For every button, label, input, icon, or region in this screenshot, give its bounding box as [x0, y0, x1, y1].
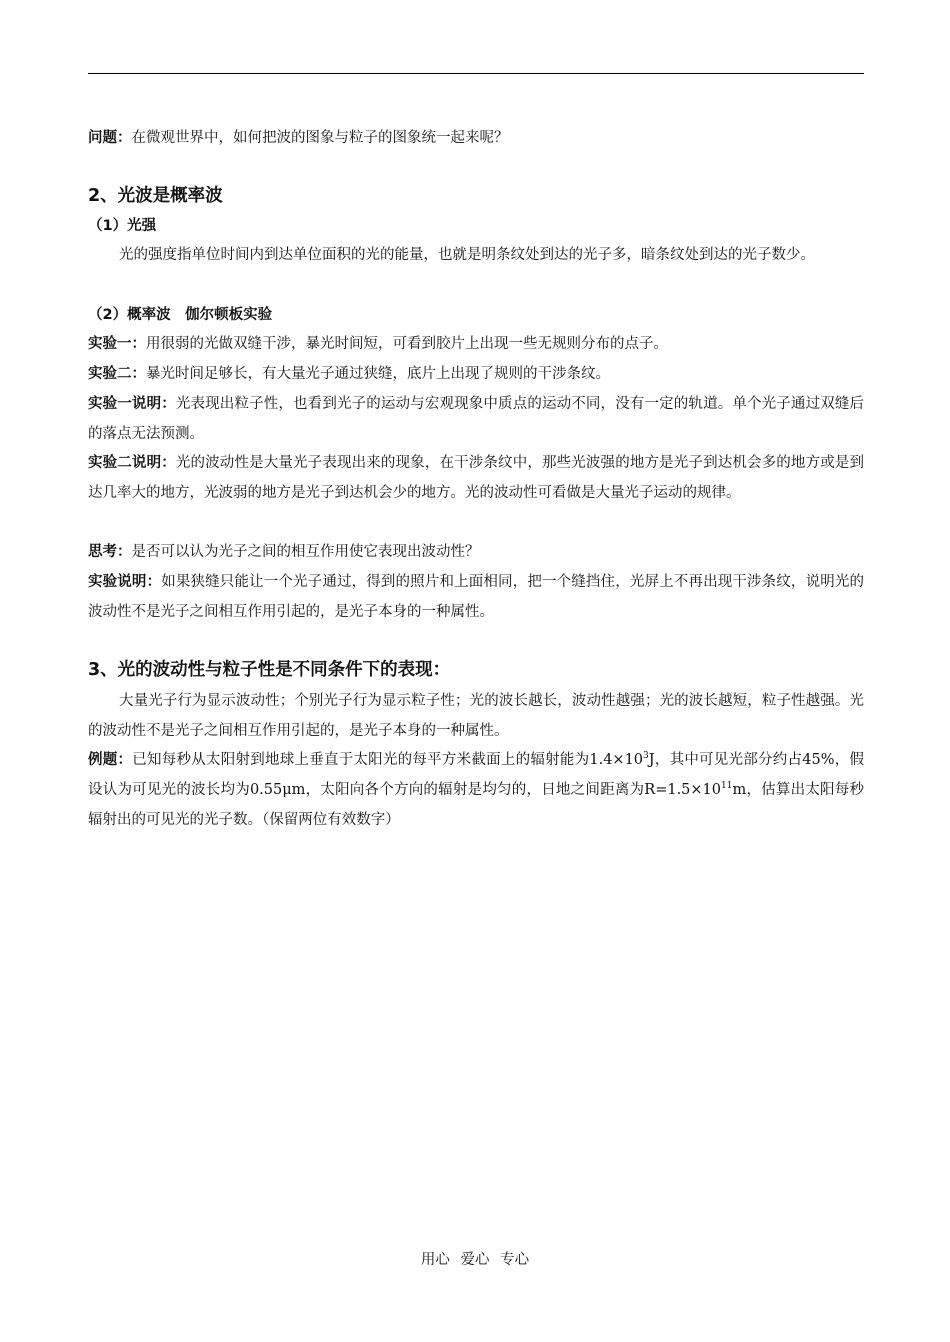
- example-text-2: J，其中可见光部分约占45%，假设认为可见光的波长均为0.55μm，太阳向各个方向的辐射是均匀的，日地之间距离为R=1.5×10: [88, 752, 864, 798]
- section2-sub2: （2）概率波 伽尔顿板实验: [88, 307, 273, 323]
- header-rule: [88, 73, 864, 74]
- example-exponent-2: 11: [721, 781, 733, 792]
- question-label: 问题：: [88, 130, 132, 146]
- section3-paragraph1: 大量光子行为显示波动性；个别光子行为显示粒子性；光的波长越长，波动性越强；光的波长越短，粒子性越强。光的波动性不是光子之间相互作用引起的，是光子本身的一种属性。: [88, 693, 864, 739]
- experiment1-text: 用很弱的光做双缝干涉，暴光时间短，可看到胶片上出现一些无规则分布的点子。: [146, 336, 668, 352]
- experiment2-text: 暴光时间足够长，有大量光子通过狭缝，底片上出现了规则的干涉条纹。: [146, 366, 610, 382]
- footer-word-1: 用心: [420, 1252, 450, 1268]
- experiment-note: [88, 567, 864, 627]
- example-exponent-1: 3: [643, 751, 649, 762]
- experiment1-label: 实验一：: [88, 336, 146, 352]
- example-block: [88, 745, 864, 835]
- question-line: [88, 128, 864, 148]
- page-footer: [0, 1248, 950, 1269]
- experiment2-note-text: 光的波动性是大量光子表现出来的现象，在干涉条纹中，那些光波强的地方是光子到达机会多的地方或是到达几率大的地方，光波弱的地方是光子到达机会少的地方。光的波动性可看做是大量光子运动的规律。: [88, 455, 865, 501]
- experiment-note-text: 如果狭缝只能让一个光子通过，得到的照片和上面相同，把一个缝挡住，光屏上不再出现干涉条纹，说明光的波动性不是光子之间相互作用引起的，是光子本身的一种属性。: [88, 574, 865, 620]
- think-label: 思考：: [88, 544, 132, 560]
- section2-sub1: （1）光强: [88, 218, 157, 234]
- example-label: 例题：: [88, 752, 133, 768]
- section2-paragraph1: 光的强度指单位时间内到达单位面积的光的能量，也就是明条纹处到达的光子多，暗条纹处到达的光子数少。: [119, 247, 815, 263]
- experiment2-note-label: 实验二说明：: [88, 455, 176, 471]
- footer-word-3: 专心: [500, 1252, 530, 1268]
- experiment2-label: 实验二：: [88, 366, 146, 382]
- experiment1-note: [88, 389, 864, 449]
- example-text-3: m，估算出太阳每秒辐射出的可见光的光子数。（保留两位有效数字）: [88, 782, 865, 828]
- experiment1-note-label: 实验一说明：: [88, 396, 176, 412]
- experiment2-note: [88, 448, 864, 508]
- think-text: 是否可以认为光子之间的相互作用使它表现出波动性？: [131, 544, 480, 560]
- section3-heading: 3、光的波动性与粒子性是不同条件下的表现：: [88, 660, 451, 680]
- think-line: [88, 542, 864, 562]
- footer-word-2: 爱心: [460, 1252, 490, 1268]
- experiment1: [88, 334, 864, 354]
- experiment-note-label: 实验说明：: [88, 574, 162, 590]
- experiment2: [88, 364, 864, 384]
- example-text-1: 已知每秒从太阳射到地球上垂直于太阳光的每平方米截面上的辐射能为1.4×10: [132, 752, 644, 768]
- question-text: 在微观世界中，如何把波的图象与粒子的图象统一起来呢？: [131, 130, 509, 146]
- section2-heading: 2、光波是概率波: [88, 186, 223, 206]
- experiment1-note-text: 光表现出粒子性，也看到光子的运动与宏观现象中质点的运动不同，没有一定的轨道。单个光子通过双缝后的落点无法预测。: [88, 396, 865, 442]
